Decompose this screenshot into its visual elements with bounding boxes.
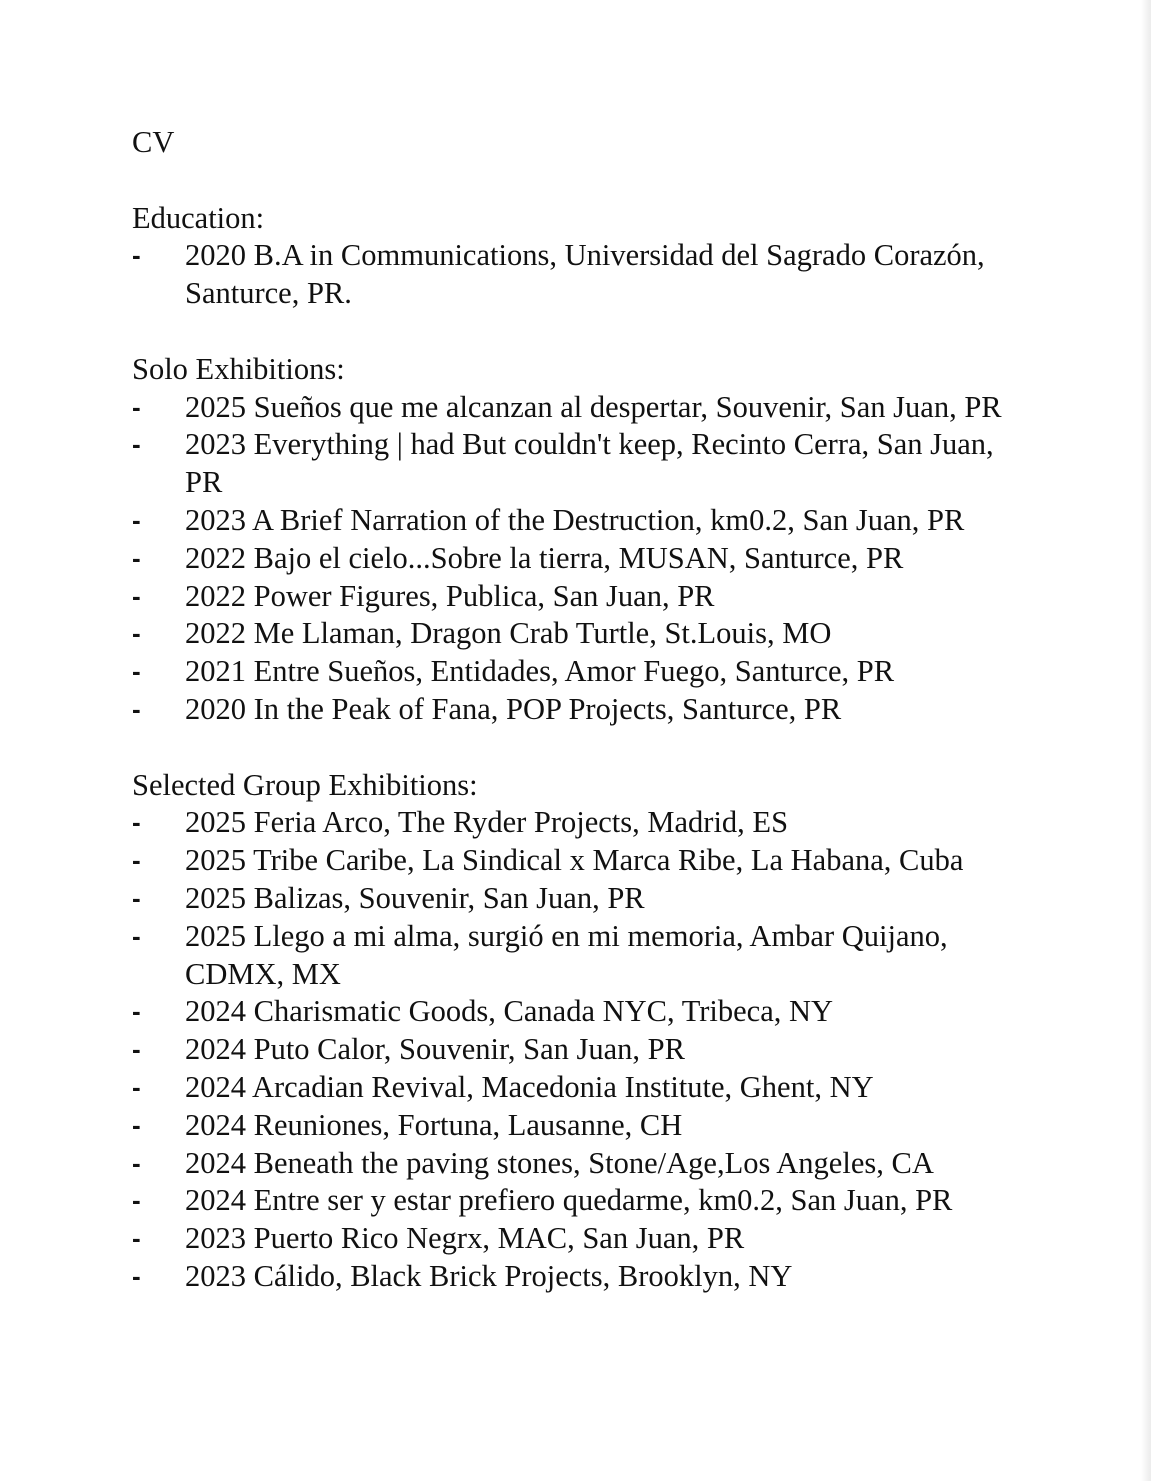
entry-text: 2024 Arcadian Revival, Macedonia Institute, Ghent, NY (185, 1069, 874, 1104)
list-item (132, 804, 1032, 842)
list-item (132, 389, 1032, 427)
section-heading-education: Education: (132, 200, 265, 235)
dash-bullet-icon: - (132, 240, 141, 271)
solo-exhibitions-section (132, 351, 1032, 729)
dash-bullet-icon: - (132, 656, 141, 687)
entry-text: 2024 Puto Calor, Souvenir, San Juan, PR (185, 1032, 685, 1067)
dash-bullet-icon: - (132, 1260, 141, 1291)
entry-text: 2025 Llego a mi alma, surgió en mi memoria, Ambar Quijano, CDMX, MX (185, 918, 948, 991)
list-item (132, 691, 1032, 729)
dash-bullet-icon: - (132, 1185, 141, 1216)
entry-text: 2020 In the Peak of Fana, POP Projects, Santurce, PR (185, 691, 842, 726)
dash-bullet-icon: - (132, 580, 141, 611)
entry-text: 2022 Me Llaman, Dragon Crab Turtle, St.Louis, MO (185, 616, 832, 651)
dash-bullet-icon: - (132, 807, 141, 838)
group-exhibitions-section (132, 767, 1032, 1296)
section-spacer (132, 729, 1032, 767)
dash-bullet-icon: - (132, 1034, 141, 1065)
list-item (132, 1031, 1032, 1069)
entry-text: 2023 Cálido, Black Brick Projects, Brooklyn, NY (185, 1258, 793, 1293)
dash-bullet-icon: - (132, 1223, 141, 1254)
entry-text: 2022 Power Figures, Publica, San Juan, PR (185, 578, 715, 613)
list-item (132, 615, 1032, 653)
dash-bullet-icon: - (132, 1109, 141, 1140)
page-edge-shadow (1141, 0, 1151, 1481)
cv-document (132, 124, 1032, 1296)
list-item (132, 653, 1032, 691)
entry-text: 2024 Charismatic Goods, Canada NYC, Tribeca, NY (185, 994, 834, 1029)
dash-bullet-icon: - (132, 429, 141, 460)
dash-bullet-icon: - (132, 882, 141, 913)
section-spacer (132, 162, 1032, 200)
entry-text: 2022 Bajo el cielo...Sobre la tierra, MUSAN, Santurce, PR (185, 540, 904, 575)
document-title: CV (132, 125, 175, 159)
entry-text: 2024 Beneath the paving stones, Stone/Age,Los Angeles, CA (185, 1145, 934, 1180)
entry-text: 2024 Reuniones, Fortuna, Lausanne, CH (185, 1107, 683, 1142)
entry-text: 2021 Entre Sueños, Entidades, Amor Fuego, Santurce, PR (185, 654, 895, 689)
education-section (132, 200, 1032, 313)
dash-bullet-icon: - (132, 693, 141, 724)
list-item (132, 1069, 1032, 1107)
list-item (132, 1182, 1032, 1220)
entry-text: 2025 Feria Arco, The Ryder Projects, Madrid, ES (185, 805, 789, 840)
list-item (132, 540, 1032, 578)
entry-text: 2025 Tribe Caribe, La Sindical x Marca Ribe, La Habana, Cuba (185, 843, 964, 878)
solo-exhibitions-list (132, 389, 1032, 729)
entry-text: 2025 Balizas, Souvenir, San Juan, PR (185, 880, 645, 915)
section-spacer (132, 313, 1032, 351)
dash-bullet-icon: - (132, 618, 141, 649)
list-item (132, 1145, 1032, 1183)
dash-bullet-icon: - (132, 391, 141, 422)
entry-text: 2020 B.A in Communications, Universidad del Sagrado Corazón, Santurce, PR. (185, 238, 985, 311)
list-item (132, 237, 1032, 313)
list-item (132, 1220, 1032, 1258)
list-item (132, 578, 1032, 616)
list-item (132, 918, 1032, 994)
section-heading-group-exhibitions: Selected Group Exhibitions: (132, 767, 478, 802)
dash-bullet-icon: - (132, 1147, 141, 1178)
dash-bullet-icon: - (132, 996, 141, 1027)
section-heading-solo-exhibitions: Solo Exhibitions: (132, 351, 345, 386)
entry-text: 2023 Everything | had But couldn't keep, Recinto Cerra, San Juan, PR (185, 427, 994, 500)
list-item (132, 993, 1032, 1031)
list-item (132, 1258, 1032, 1296)
list-item (132, 426, 1032, 502)
dash-bullet-icon: - (132, 920, 141, 951)
dash-bullet-icon: - (132, 542, 141, 573)
list-item (132, 842, 1032, 880)
entry-text: 2024 Entre ser y estar prefiero quedarme, km0.2, San Juan, PR (185, 1183, 953, 1218)
dash-bullet-icon: - (132, 1071, 141, 1102)
list-item (132, 1107, 1032, 1145)
list-item (132, 880, 1032, 918)
entry-text: 2023 A Brief Narration of the Destruction, km0.2, San Juan, PR (185, 502, 965, 537)
entry-text: 2025 Sueños que me alcanzan al despertar, Souvenir, San Juan, PR (185, 389, 1002, 424)
dash-bullet-icon: - (132, 845, 141, 876)
group-exhibitions-list (132, 804, 1032, 1295)
entry-text: 2023 Puerto Rico Negrx, MAC, San Juan, PR (185, 1221, 745, 1256)
dash-bullet-icon: - (132, 504, 141, 535)
list-item (132, 502, 1032, 540)
education-list (132, 237, 1032, 313)
